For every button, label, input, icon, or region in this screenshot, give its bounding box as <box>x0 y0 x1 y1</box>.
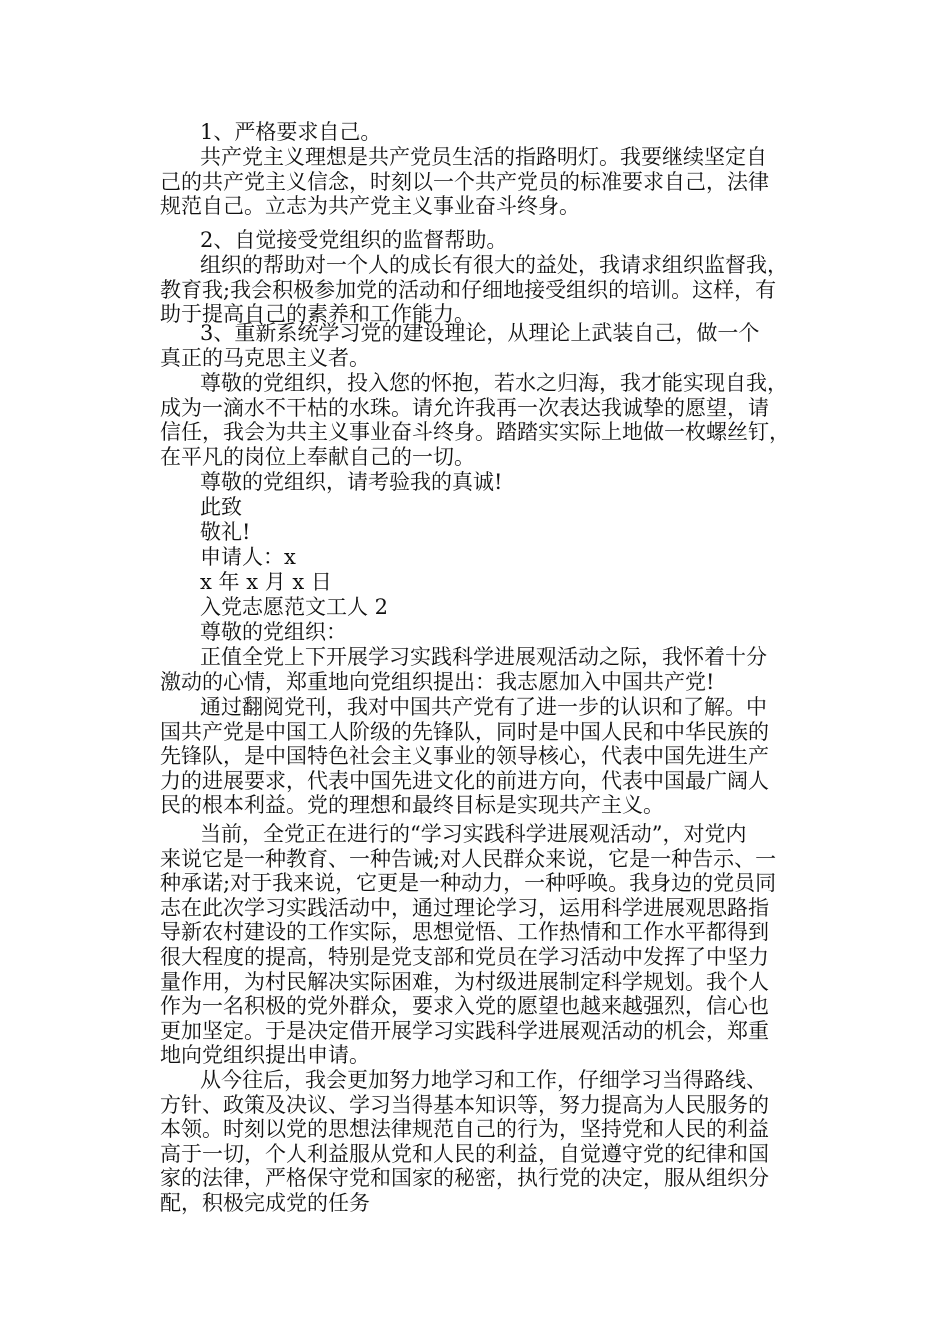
paragraph <box>200 120 820 145</box>
text-line: 导新农村建设的工作实际，思想觉悟、工作热情和工作水平都得到 <box>160 920 769 945</box>
text-line: x 年 x 月 x 日 <box>200 570 332 594</box>
text-line: 作为一名积极的党外群众，要求入党的愿望也越来越强烈，信心也 <box>160 994 769 1019</box>
text-line: 更加坚定。于是决定借开展学习实践科学进展观活动的机会，郑重 <box>160 1018 769 1043</box>
text-line: 教育我;我会积极参加党的活动和仔细地接受组织的培训。这样，有 <box>160 277 777 302</box>
text-line: 通过翻阅党刊，我对中国共产党有了进一步的认识和了解。中 <box>200 695 767 719</box>
paragraph <box>160 321 820 370</box>
paragraph <box>160 145 820 219</box>
text-line: 量作用，为村民解决实际困难，为村级进展制定科学规划。我个人 <box>160 969 769 994</box>
text-line: 申请人：x <box>200 545 296 569</box>
text-line: 本领。时刻以党的思想法律规范自己的行为，坚持党和人民的利益 <box>160 1117 769 1142</box>
text-line: 入党志愿范文工人 2 <box>200 595 389 619</box>
text-line: 配，积极完成党的任务 <box>160 1190 370 1215</box>
paragraph <box>160 253 820 327</box>
text-line: 敬礼! <box>200 520 251 544</box>
paragraph <box>200 595 820 620</box>
paragraph <box>200 470 820 495</box>
text-line: 2、自觉接受党组织的监督帮助。 <box>200 228 508 252</box>
paragraph <box>160 1068 820 1216</box>
text-line: 规范自己。立志为共产党主义事业奋斗终身。 <box>160 194 580 219</box>
text-line: 力的进展要求，代表中国先进文化的前进方向，代表中国最广阔人 <box>160 768 769 793</box>
text-line: 先锋队，是中国特色社会主义事业的领导核心，代表中国先进生产 <box>160 744 769 769</box>
text-line: 高于一切，个人利益服从党和人民的利益，自觉遵守党的纪律和国 <box>160 1141 769 1166</box>
paragraph <box>200 570 820 595</box>
paragraph <box>160 645 820 694</box>
text-line: 己的共产党主义信念，时刻以一个共产党员的标准要求自己，法律 <box>160 169 769 194</box>
text-line: 成为一滴水不干枯的水珠。请允许我再一次表达我诚挚的愿望，请 <box>160 395 769 420</box>
paragraph <box>160 695 820 818</box>
text-line: 方针、政策及决议、学习当得基本知识等，努力提高为人民服务的 <box>160 1092 769 1117</box>
text-line: 来说它是一种教育、一种告诫;对人民群众来说，它是一种告示、一 <box>160 846 777 871</box>
text-line: 尊敬的党组织： <box>200 620 347 644</box>
text-line: 志在此次学习实践活动中，通过理论学习，运用科学进展观思路指 <box>160 895 769 920</box>
text-line: 家的法律，严格保守党和国家的秘密，执行党的决定，服从组织分 <box>160 1166 769 1191</box>
text-line: 从今往后，我会更加努力地学习和工作，仔细学习当得路线、 <box>200 1068 767 1092</box>
text-line: 民的根本利益。党的理想和最终目标是实现共产主义。 <box>160 793 664 818</box>
text-line: 国共产党是中国工人阶级的先锋队，同时是中国人民和中华民族的 <box>160 719 769 744</box>
paragraph <box>200 545 820 570</box>
text-line: 此致 <box>200 495 242 519</box>
text-line: 地向党组织提出申请。 <box>160 1043 370 1068</box>
text-line: 种承诺;对于我来说，它更是一种动力，一种呼唤。我身边的党员同 <box>160 871 777 896</box>
text-line: 尊敬的党组织，投入您的怀抱，若水之归海，我才能实现自我， <box>200 371 788 395</box>
text-line: 正值全党上下开展学习实践科学进展观活动之际，我怀着十分 <box>200 645 767 669</box>
paragraph <box>160 371 820 469</box>
text-line: 共产党主义理想是共产党员生活的指路明灯。我要继续坚定自 <box>200 145 767 169</box>
paragraph <box>160 822 820 1068</box>
text-line: 激动的心情，郑重地向党组织提出：我志愿加入中国共产党! <box>160 669 715 694</box>
text-line: 组织的帮助对一个人的成长有很大的益处，我请求组织监督我， <box>200 253 788 277</box>
paragraph <box>200 495 820 520</box>
text-line: 很大程度的提高，特别是党支部和党员在学习活动中发挥了中坚力 <box>160 944 769 969</box>
text-line: 真正的马克思主义者。 <box>160 345 370 370</box>
paragraph <box>200 520 820 545</box>
paragraph <box>200 228 820 253</box>
text-line: 在平凡的岗位上奉献自己的一切。 <box>160 444 475 469</box>
text-line: 助于提高自己的素养和工作能力。 <box>160 302 475 327</box>
text-line: 尊敬的党组织，请考验我的真诚! <box>200 470 503 494</box>
text-line: 1、严格要求自己。 <box>200 120 382 144</box>
text-line: 信任，我会为共主义事业奋斗终身。踏踏实实际上地做一枚螺丝钉， <box>160 420 790 445</box>
text-line: 3、重新系统学习党的建设理论，从理论上武装自己，做一个 <box>200 321 760 345</box>
text-line: 当前，全党正在进行的“学习实践科学进展观活动”，对党内 <box>200 822 747 846</box>
paragraph <box>200 620 820 645</box>
